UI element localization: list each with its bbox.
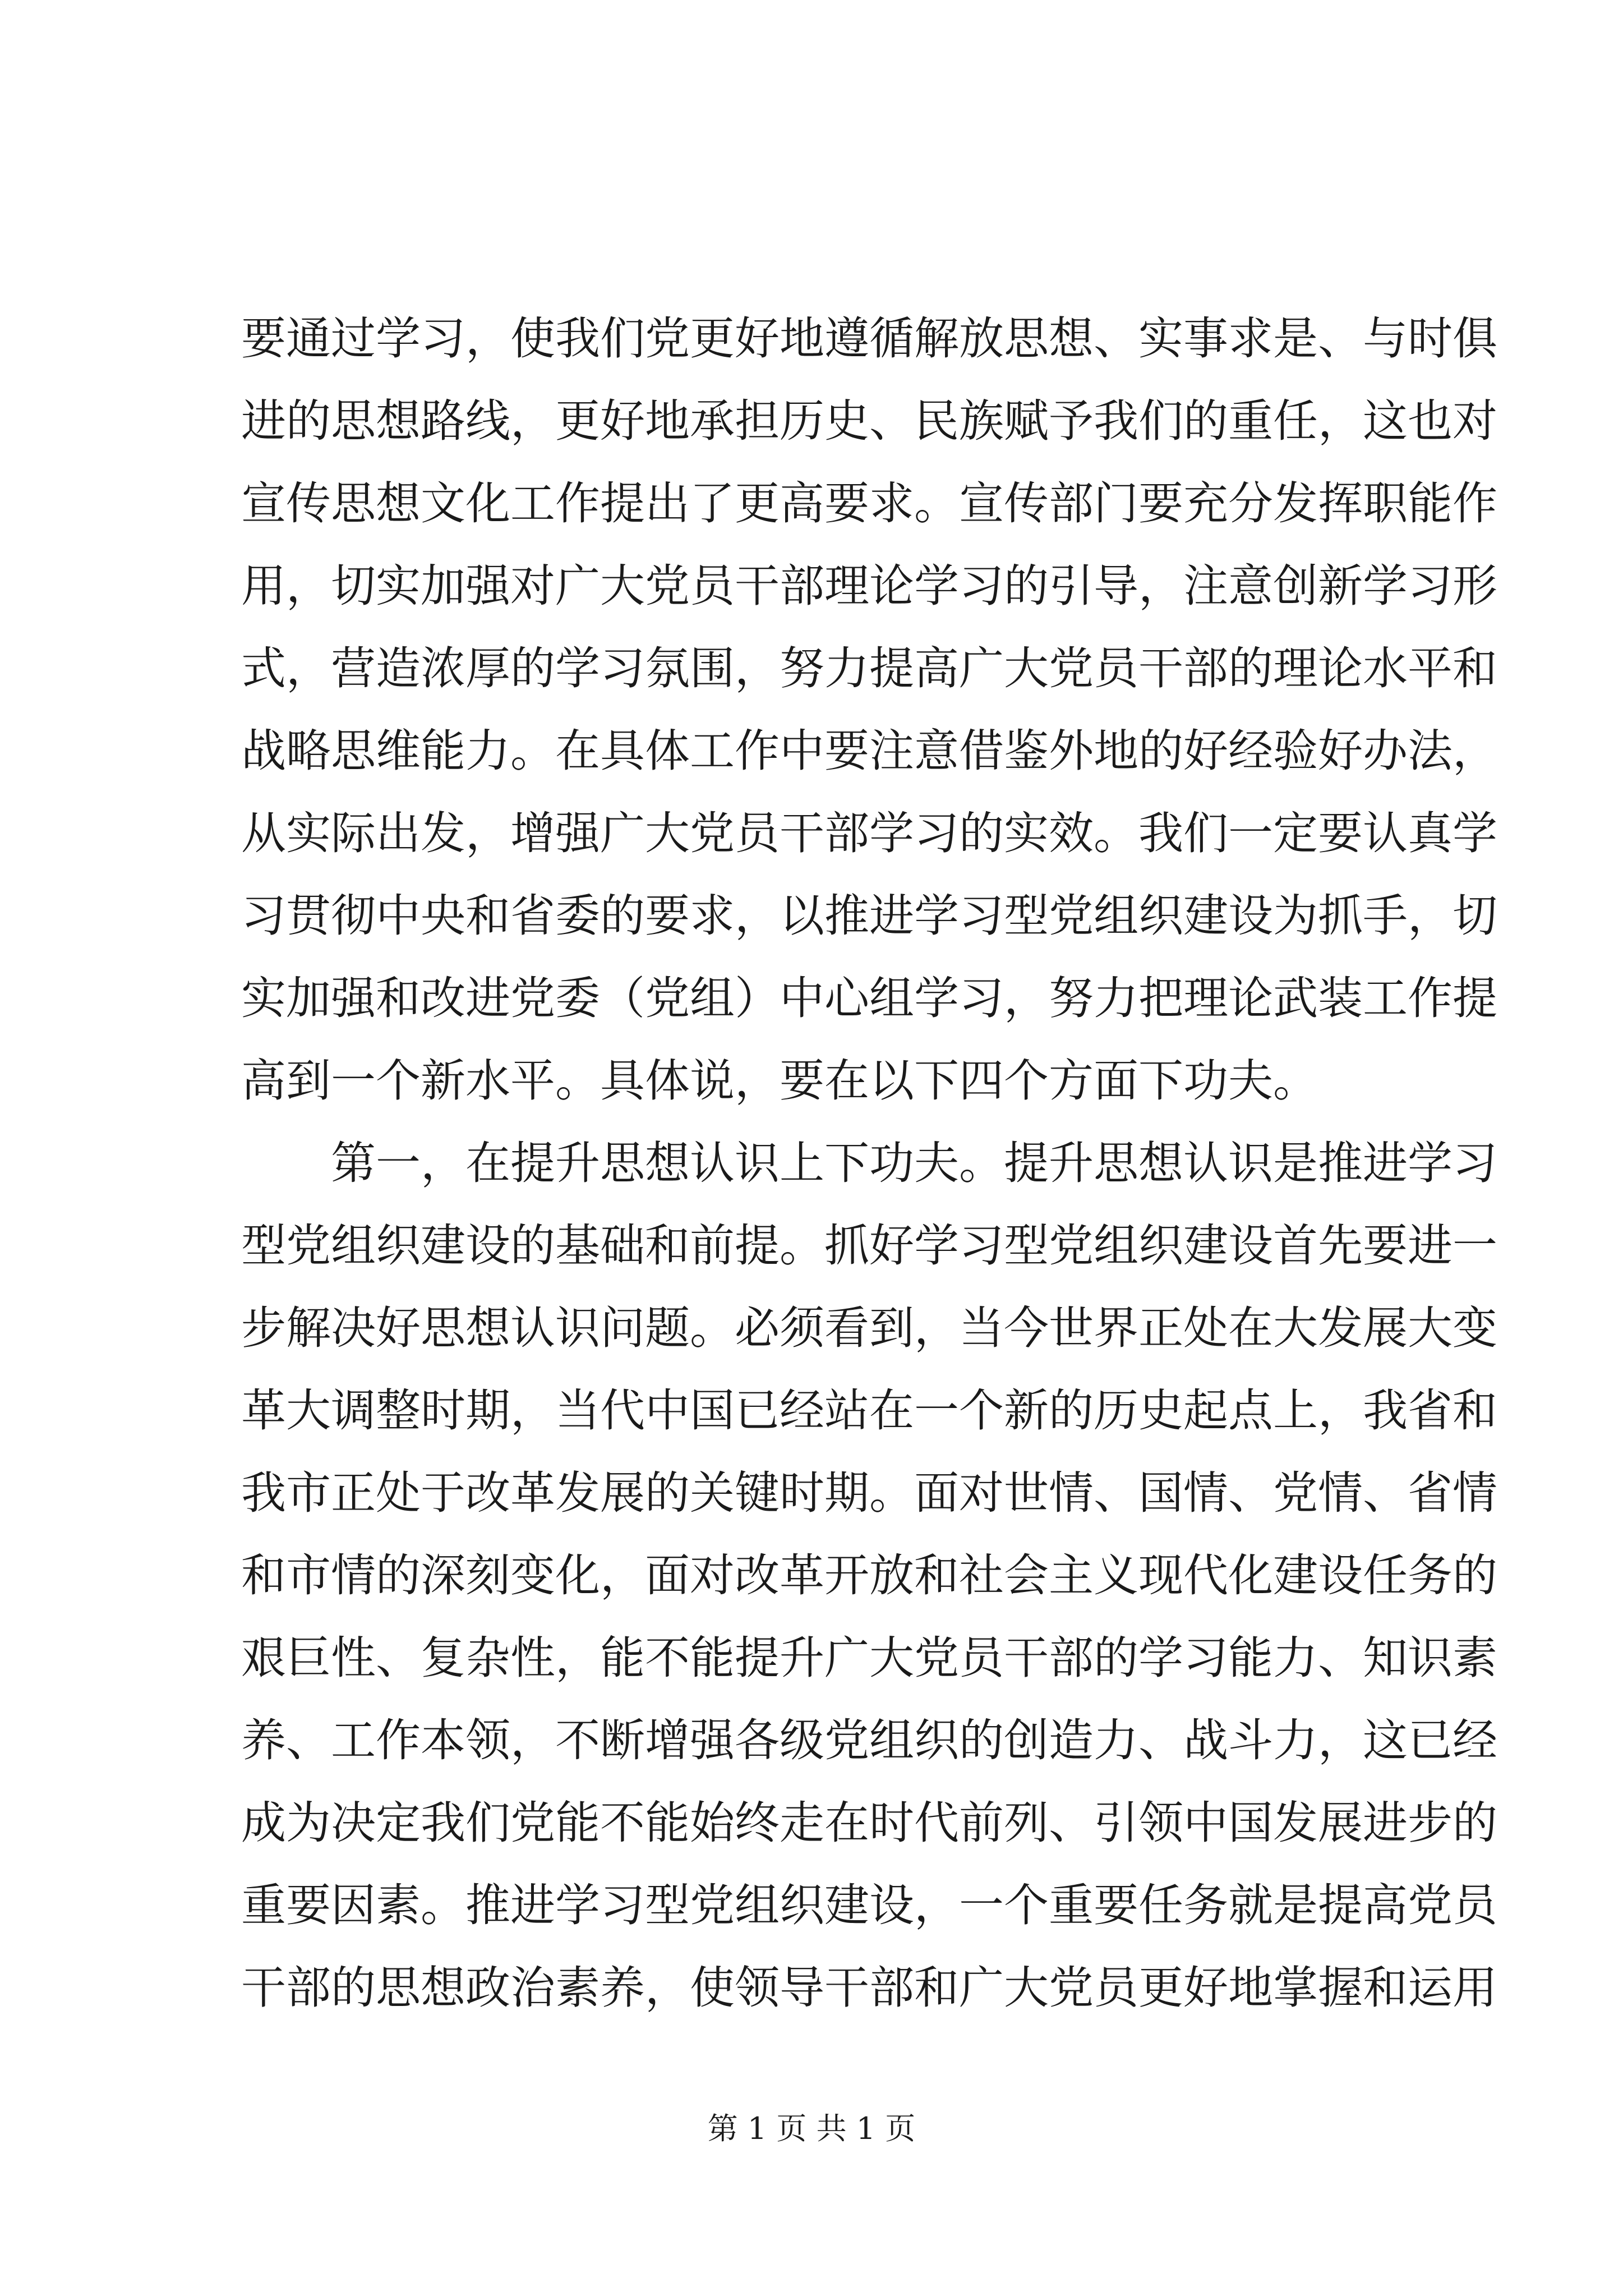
text-line: 式，营造浓厚的学习氛围，努力提高广大党员干部的理论水平和	[241, 642, 1497, 694]
text-line: 用，切实加强对广大党员干部理论学习的引导，注意创新学习形	[241, 560, 1497, 612]
text-line: 步解决好思想认识问题。必须看到，当今世界正处在大发展大变	[241, 1302, 1497, 1354]
text-line: 和市情的深刻变化，面对改革开放和社会主义现代化建设任务的	[241, 1549, 1497, 1602]
text-line: 干部的思想政治素养，使领导干部和广大党员更好地掌握和运用	[241, 1962, 1497, 2014]
text-line: 要通过学习，使我们党更好地遵循解放思想、实事求是、与时俱	[241, 312, 1497, 365]
text-line: 战略思维能力。在具体工作中要注意借鉴外地的好经验好办法，	[241, 725, 1497, 777]
paragraph-2	[241, 1122, 1497, 2029]
text-line: 艰巨性、复杂性，能不能提升广大党员干部的学习能力、知识素	[241, 1632, 1497, 1684]
text-line: 宣传思想文化工作提出了更高要求。宣传部门要充分发挥职能作	[241, 477, 1497, 530]
text-line: 从实际出发，增强广大党员干部学习的实效。我们一定要认真学	[241, 807, 1497, 859]
text-line: 型党组织建设的基础和前提。抓好学习型党组织建设首先要进一	[241, 1220, 1497, 1272]
text-line: 革大调整时期，当代中国已经站在一个新的历史起点上，我省和	[241, 1384, 1497, 1437]
page-number: 第 1 页 共 1 页	[707, 2111, 916, 2146]
text-line: 习贯彻中央和省委的要求，以推进学习型党组织建设为抓手，切	[241, 890, 1497, 942]
text-line: 进的思想路线，更好地承担历史、民族赋予我们的重任，这也对	[241, 395, 1497, 447]
text-line: 成为决定我们党能不能始终走在时代前列、引领中国发展进步的	[241, 1797, 1497, 1849]
paragraph-1	[241, 297, 1497, 1122]
document-body	[241, 297, 1497, 2029]
text-line: 实加强和改进党委（党组）中心组学习，努力把理论武装工作提	[241, 972, 1497, 1024]
text-line: 重要因素。推进学习型党组织建设，一个重要任务就是提高党员	[241, 1879, 1497, 1931]
text-line: 高到一个新水平。具体说，要在以下四个方面下功夫。	[241, 1055, 1318, 1107]
text-line: 第一，在提升思想认识上下功夫。提升思想认识是推进学习	[331, 1137, 1497, 1189]
text-line: 我市正处于改革发展的关键时期。面对世情、国情、党情、省情	[241, 1467, 1497, 1519]
text-line: 养、工作本领，不断增强各级党组织的创造力、战斗力，这已经	[241, 1714, 1497, 1766]
